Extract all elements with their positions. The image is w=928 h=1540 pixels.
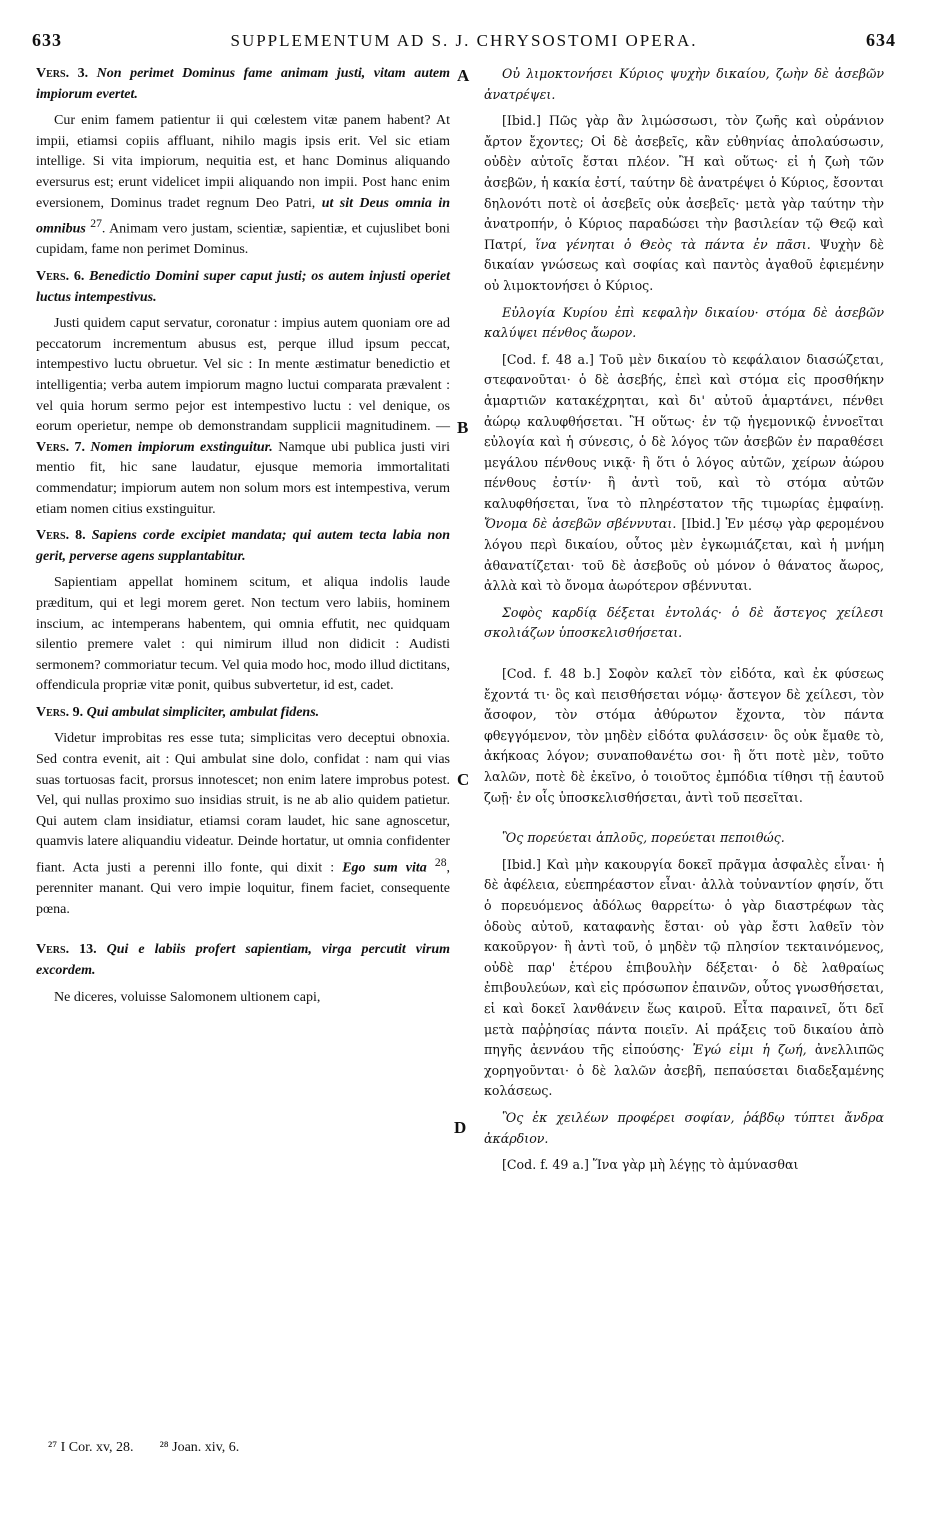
margin-marker-c: C bbox=[457, 770, 470, 789]
footnote-ref-28: 28 bbox=[434, 856, 447, 870]
latin-verse-5: Vers. 3. Non perimet Dominus fame animam justi, vitam autem impiorum evertet. bbox=[36, 66, 450, 102]
greek-verse-9: Ὃς πορεύεται ἁπλοῦς, πορεύεται πεποιθώς. bbox=[502, 830, 785, 846]
footnote-ref-27: 27 bbox=[90, 217, 102, 231]
greek-commentary-5: [Ibid.] Πῶς γὰρ ἂν λιμώσσωσι, τὸν ζωῆς καὶ οὐράνιον ἄρτον ἔχοντες; Οἱ δὲ ἀσεβεῖς, κἂν εὐθηνίας ἀπολαύσωσιν, οὐδὲν αὐτοῖς ἔσται πλέον. Ἢ καὶ οὕτως· εἰ ἡ ζωὴ τῶν ἀσεβῶν, ἡ κακία ἐστί, ταύτην δὲ ἀνατρέψει ὁ Κύριος, ἔσονται δηλονότι ποτὲ οἱ ἀσεβεῖς οὐκ ἀσεβεῖς· μετὰ γὰρ ταύτην τὴν ἀνατροπήν, ὁ Κύριος παραδώσει τὴν βασιλείαν τῷ Θεῷ καὶ Πατρί, ἵνα γένηται ὁ Θεὸς τὰ πάντα ἐν πᾶσι. Ψυχὴν δὲ δικαίαν γνώσεως καὶ σοφίας καὶ παντὸς ἀγαθοῦ ἐφιεμένην οὐ λιμοκτονήσει ὁ Κύριος. bbox=[484, 113, 884, 293]
margin-marker-d: D bbox=[454, 1118, 467, 1137]
greek-column bbox=[484, 64, 884, 1182]
latin-commentary-6: Justi quidem caput servatur, coronatur : impius autem quoniam ore ad peccatorum incrementum abusus est, perque illud ipsum peccat, intempestivo luctu obruetur. Vel sic : In mente æstimatur benedictio et intelligentia; verba autem impiorum magno luctui comparata prævalent : vel quia horum sermo pejor est intempestivo luctu : vel denique, os eorum operietur, nempe ob demonstrandam supplicii magnitudinem. — Vers. 7. Nomen impiorum exstinguitur. Namque ubi publica justi viri mentio fit, hic sane laudatur, ejusque memoria immortalitati commendatur; impiorum autem non solum mors est intempestiva, verum etiam nomen citius exstinguitur. bbox=[36, 316, 450, 517]
latin-commentary-5: Cur enim famem patientur ii qui cœlestem vitæ panem habent? At impii, etiamsi copiis affluant, nihilo magis ipsis erit. Vel sic etiam intellige. Si vita impiorum, nequitia est, et hanc Dominus aliquando eversurus est; erunt videlicet impii aliquando non impii. Post hanc enim eversionem, Dominus tradet regnum Deo Patri, ut sit Deus omnia in omnibus $^{27}$. Animam vero justam, scientiæ, sapientiæ, et cujuslibet boni cupidam, fame non perimet Dominus. bbox=[36, 113, 450, 258]
latin-verse-8: Vers. 8. Sapiens corde excipiet mandata; qui autem tecta labia non gerit, perverse agens supplantabitur. bbox=[36, 528, 450, 564]
greek-commentary-8: [Cod. f. 48 b.] Σοφὸν καλεῖ τὸν εἰδότα, καὶ ἐκ φύσεως ἔχοντά τι· ὃς καὶ πεισθήσεται νόμῳ· ἄστεγον δὲ χείλεσι, τὸν ἄσοφον, τὸν στόμα ἀθύρωτον ἔχοντα, τὸν πάντα φθεγγόμενον, τὸν μηδὲν εἰδότα φυλάσσειν· ὃς οὐκ ἔμαθε τὸ, ἀκήκοας λόγον; συναποθανέτω σοι· ἢ ὅτι ποτὲ μὲν, τοῦτο λαλῶν, ποτὲ δὲ ἐκεῖνο, ὁ τοιοῦτος ἐμπόδια τίθησι τῇ ἑαυτοῦ ζωῇ· ἐν οἷς ὑποσκελισθήσεται, ἀντὶ τοῦ πεσεῖται. bbox=[484, 666, 884, 805]
latin-column bbox=[36, 64, 450, 1014]
footnote-28: ²⁸ Joan. xiv, 6. bbox=[159, 1440, 240, 1455]
footnote-27: ²⁷ I Cor. xv, 28. bbox=[48, 1440, 134, 1455]
greek-commentary-6: [Cod. f. 48 a.] Τοῦ μὲν δικαίου τὸ κεφάλαιον διασώζεται, στεφανοῦται· ὁ δὲ ἀσεβής, ἐπεὶ καὶ στόμα εἰς προσθήκην ἁμαρτιῶν κατακέχρηται, καὶ δι' αὐτοῦ ἁμαρτάνει, πένθει ἀώρῳ καλυφθήσεται. Ἢ οὕτως· ἐν τῷ ἡγεμονικῷ ἐννοεῖται εὐλογία καὶ ἡ σύνεσις, ὁ δὲ λόγος τῶν ἀσεβῶν ἐν παραθέσει μεγάλου πένθους νικᾷ· ἢ ὅτι ὁ λόγος αὐτῶν, χείρων ἀώρου πένθους ἐστίν· ἢ ἀντὶ τοῦ, καὶ τὸ στόμα αὐτῶν καλυφθήσεται, ἵνα τὸ πληρέστατον τῆς τιμωρίας ἐμφαίνῃ. Ὄνομα δὲ ἀσεβῶν σβέννυται. [Ibid.] Ἐν μέσῳ γὰρ φερομένου λόγου περὶ δικαίου, οὗτος μὲν ἐγκωμιάζεται, καὶ ἡ μνήμη ἀθανατίζεται· τοῦ δὲ ἀσεβοῦς οὐ μόνον ὁ θάνατος ἄωρος, ἀλλὰ καὶ τὸ ὄνομα ἀωρότερον σβέννυται. bbox=[484, 351, 884, 594]
footnotes bbox=[48, 1440, 468, 1456]
latin-commentary-13: Ne diceres, voluisse Salomonem ultionem capi, bbox=[54, 989, 321, 1005]
margin-marker-b: B bbox=[457, 418, 469, 437]
greek-verse-13: Ὃς ἐκ χειλέων προφέρει σοφίαν, ῥάβδῳ τύπτει ἄνδρα ἀκάρδιον. bbox=[484, 1109, 884, 1146]
running-header bbox=[32, 30, 896, 58]
greek-commentary-9: [Ibid.] Καὶ μὴν κακουργία δοκεῖ πρᾶγμα ἀσφαλὲς εἶναι· ἡ δὲ ἀφέλεια, εὐεπηρέαστον εἶναι· ἀλλὰ τοὐναντίον φησίν, ὅτι ὁ πορευόμενος ἀδόλως θαρρείτω· ὁ γὰρ διαστρέφων τὰς ὁδοὺς αὐτοῦ, καταφανὴς ἔσται· οὐ γὰρ ἔστι λαθεῖν τὸν κακοῦργον· ἢ ἀντὶ τοῦ, ὁ μηδὲν τῷ πλησίον τεκταινόμενος, οὐδὲ παρ' ἑτέρου ἐπιβουλὴν δέξεται· ὁ δὲ λαθραίως ἐπιβουλεύων, καὶ εἰς πρόσωπον ἐπαινῶν, οὗτος γνωσθήσεται, εἰ καὶ δοκεῖ λανθάνειν ἕως καιροῦ. Εἶτα παραινεῖ, ὅτι δεῖ μετὰ παῤῥησίας πάντα ποιεῖν. Αἱ πράξεις τοῦ δικαίου ἀπὸ πηγῆς ἀεννάου τῆς εἰπούσης· Ἐγώ εἰμι ἡ ζωή, ἀνελλιπῶς χορηγοῦνται· ὁ δὲ λαλῶν ἀσεβῆ, πεπαύσεται διαδεξαμένης κολάσεως. bbox=[484, 856, 884, 1099]
page-number-right: 634 bbox=[866, 30, 896, 50]
greek-commentary-13: [Cod. f. 49 a.] Ἵνα γὰρ μὴ λέγῃς τὸ ἀμύνασθαι bbox=[502, 1157, 799, 1173]
greek-verse-5: Οὐ λιμοκτονήσει Κύριος ψυχὴν δικαίου, ζωὴν δὲ ἀσεβῶν ἀνατρέψει. bbox=[484, 66, 884, 102]
latin-commentary-9: Videtur improbitas res esse tuta; simplicitas vero deceptui obnoxia. Sed contra evenit, ait : Qui ambulat sine dolo, confidat : nam qui vias suas tortuosas facit, prorsus innotescet; non enim latere improbus potest. Vel, qui nullas proximo suo insidias struit, is ne ab alio quidem patietur. Qui autem clam insidiatur, etiamsi coram laudet, hic sane agnoscetur, quamvis latere aliquandiu videatur. Deinde hortatur, ut omnia confidenter fiant. Acta justi a perenni illo fonte, qui dixit : Ego sum vita $^{28}$, perenniter manant. Qui vero impie loquitur, finem faciet, consequente pœna. bbox=[36, 731, 451, 917]
latin-commentary-8: Sapientiam appellat hominem scitum, et aliqua indolis laude præditum, qui et legi morem geret. Non tectum vero labiis, hominem inscium, ac intemperans habentem, qui omnia effutit, nec quidquam silentio premere valet : qui nimirum illud non didicit : Audisti sermonem? commoriatur tecum. Vel quia modo hoc, modo illud dictitans, offendicula propriæ vitæ ponit, quibus subvertetur, id est, cadet. bbox=[36, 575, 450, 694]
latin-verse-6: Vers. 6. Benedictio Domini super caput justi; os autem injusti operiet luctus intempestivus. bbox=[36, 269, 450, 305]
margin-marker-a: A bbox=[457, 66, 470, 85]
latin-verse-9: Vers. 9. Qui ambulat simpliciter, ambulat fidens. bbox=[36, 704, 320, 720]
greek-verse-6: Εὐλογία Κυρίου ἐπὶ κεφαλὴν δικαίου· στόμα δὲ ἀσεβῶν καλύψει πένθος ἄωρον. bbox=[484, 304, 884, 341]
running-title: SUPPLEMENTUM AD S. J. CHRYSOSTOMI OPERA. bbox=[230, 31, 698, 50]
page-number-left: 633 bbox=[32, 30, 62, 50]
latin-verse-13: Vers. 13. Qui e labiis profert sapientiam, virga percutit virum excordem. bbox=[36, 942, 451, 979]
greek-verse-8: Σοφὸς καρδίᾳ δέξεται ἐντολάς· ὁ δὲ ἄστεγος χείλεσι σκολιάζων ὑποσκελισθήσεται. bbox=[484, 604, 884, 641]
